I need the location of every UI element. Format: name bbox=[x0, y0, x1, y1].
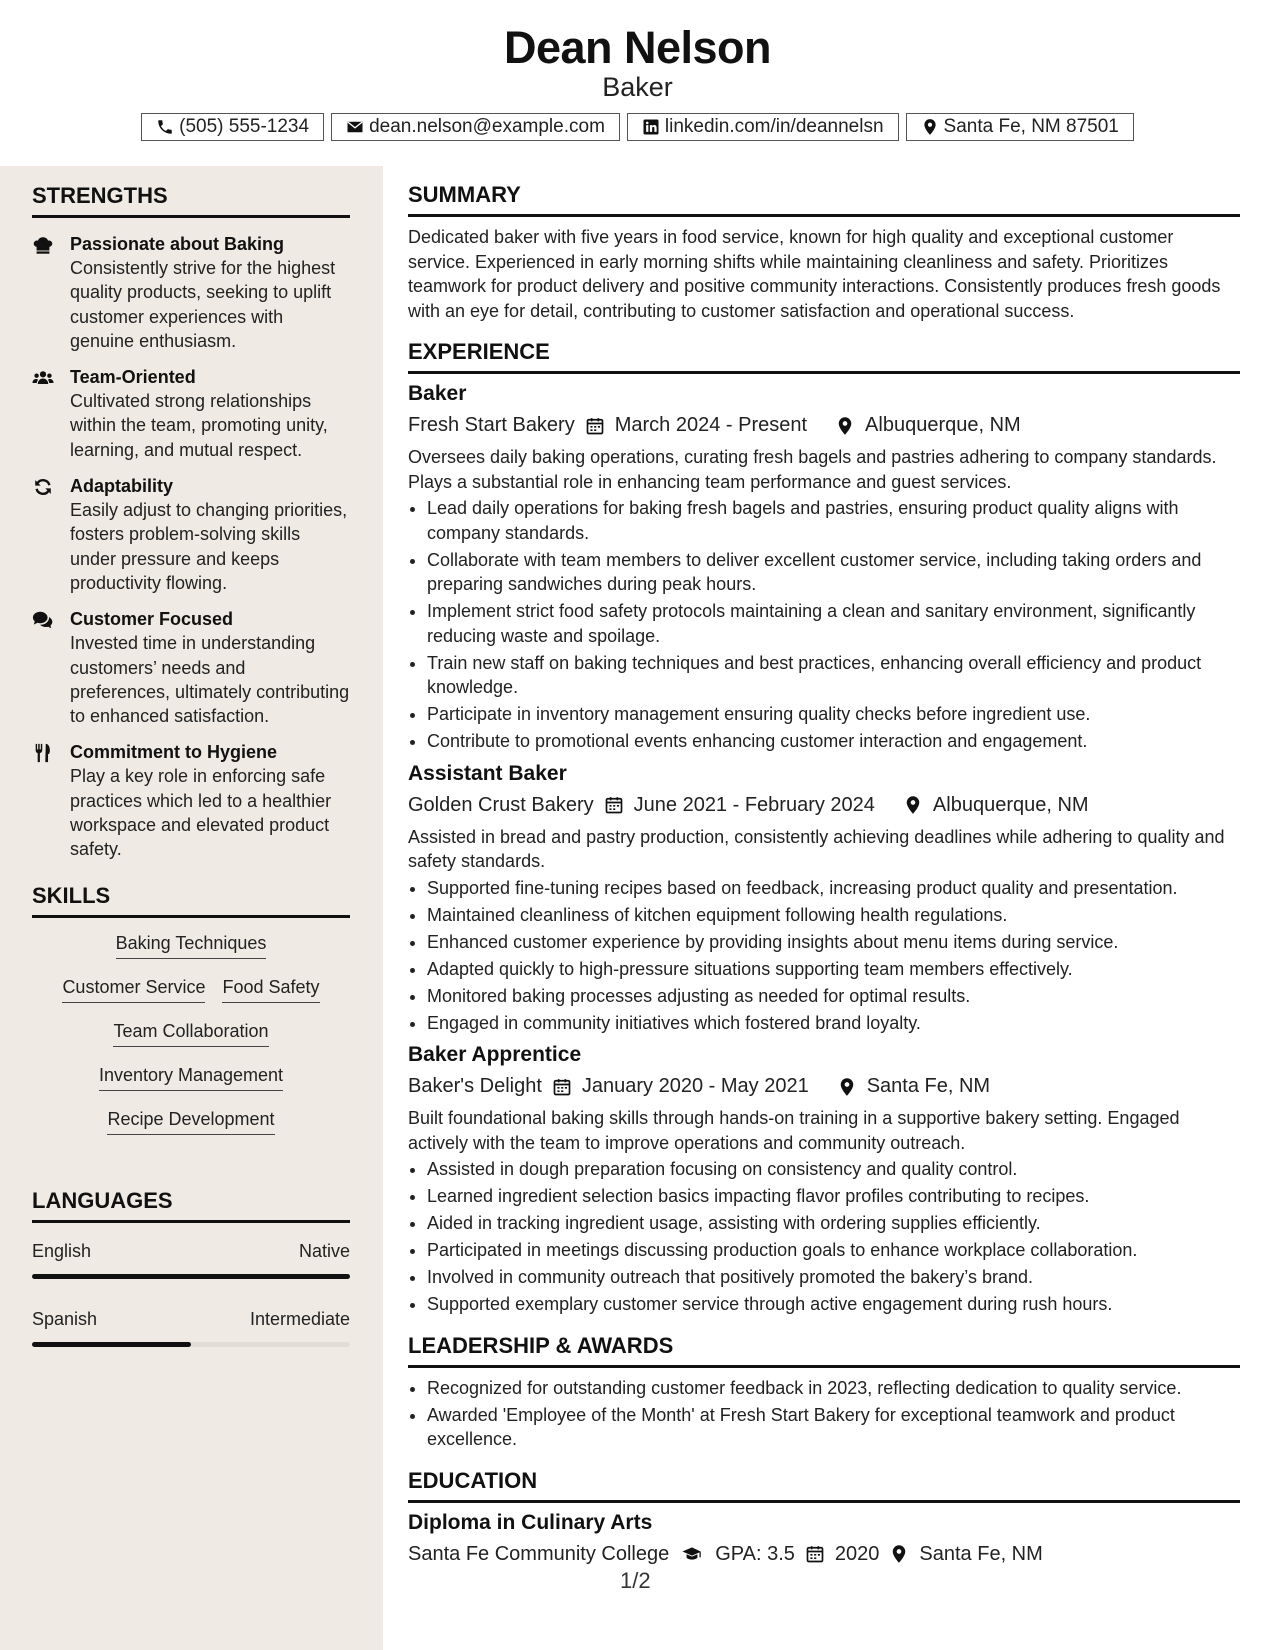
strength-desc: Easily adjust to changing priorities, fosters problem-solving skills under pressure and keeps productivity flowing. bbox=[70, 500, 348, 593]
strengths-section bbox=[32, 183, 350, 874]
strength-title: Commitment to Hygiene bbox=[70, 742, 278, 763]
job-bullets bbox=[408, 1157, 1240, 1317]
summary-text: Dedicated baker with five years in food service, known for high quality and exceptional customer service. Experienced in early morning shifts while maintaining cleanliness and safety. Prioritizes teamwork for product delivery and positive community interactions. Consistently produces fresh goods with an eye for detail, contributing to customer satisfaction and operational success. bbox=[408, 227, 1221, 321]
skills-list bbox=[32, 932, 350, 1135]
job-dates: March 2024 - Present bbox=[614, 414, 808, 436]
contact-email[interactable] bbox=[331, 113, 620, 141]
job-location: Albuquerque, NM bbox=[865, 414, 1021, 436]
job-bullet: • Collaborate with team members to deliver excellent customer service, including taking orders and preparing sandwiches during peak hours. bbox=[427, 548, 1240, 597]
job-bullet: • Enhanced customer experience by providing insights about menu items during service. bbox=[427, 930, 1240, 955]
language-proficiency-fill bbox=[32, 1274, 350, 1279]
map-pin-icon bbox=[837, 1077, 857, 1097]
job-meta bbox=[408, 414, 1240, 437]
skill-tag: Baking Techniques bbox=[116, 932, 267, 959]
job-description: Built foundational baking skills through hands-on training in a supportive bakery setting. Engaged actively with the team to improve operations and community outreach. bbox=[408, 1108, 1180, 1153]
strength-title: Adaptability bbox=[70, 476, 174, 497]
award-item: • Recognized for outstanding customer feedback in 2023, reflecting dedication to quality service. bbox=[427, 1376, 1240, 1401]
skill-tag: Team Collaboration bbox=[113, 1020, 268, 1047]
job-bullets bbox=[408, 876, 1240, 1036]
job-bullet: • Participated in meetings discussing production goals to enhance workplace collaboration. bbox=[427, 1238, 1240, 1263]
chef-hat-icon bbox=[32, 234, 54, 256]
language-item bbox=[32, 1309, 350, 1347]
strength-desc: Invested time in understanding customers’ needs and preferences, ultimately contributing to enhanced satisfaction. bbox=[70, 633, 350, 727]
job-entry bbox=[408, 1043, 1240, 1317]
job-meta bbox=[408, 794, 1240, 817]
job-bullet: • Lead daily operations for baking fresh bagels and pastries, ensuring product quality aligns with company standards. bbox=[427, 496, 1240, 545]
award-item: • Awarded 'Employee of the Month' at Fresh Start Bakery for exceptional teamwork and product excellence. bbox=[427, 1403, 1240, 1452]
strength-item bbox=[32, 607, 350, 728]
map-pin-icon bbox=[903, 795, 923, 815]
graduation-cap-icon bbox=[679, 1544, 705, 1564]
language-proficiency-bar bbox=[32, 1274, 350, 1279]
languages-section bbox=[32, 1188, 350, 1347]
job-bullet: • Implement strict food safety protocols maintaining a clean and sanitary environment, significantly reducing waste and spoilage. bbox=[427, 599, 1240, 648]
graduation-year: 2020 bbox=[834, 1542, 880, 1565]
map-pin-icon bbox=[835, 416, 855, 436]
job-bullet: • Engaged in community initiatives which fostered brand loyalty. bbox=[427, 1011, 1240, 1036]
contact-location[interactable] bbox=[906, 113, 1134, 141]
skill-tag: Recipe Development bbox=[107, 1108, 274, 1135]
languages-heading: LANGUAGES bbox=[32, 1188, 350, 1223]
job-entry bbox=[408, 382, 1240, 754]
comments-icon bbox=[32, 609, 54, 631]
job-location: Albuquerque, NM bbox=[932, 793, 1089, 816]
language-proficiency-bar bbox=[32, 1342, 350, 1347]
summary-heading: SUMMARY bbox=[408, 182, 1240, 217]
users-icon bbox=[32, 367, 54, 389]
job-title: Assistant Baker bbox=[408, 761, 567, 785]
envelope-icon bbox=[346, 118, 364, 136]
job-bullet: • Learned ingredient selection basics impacting flavor profiles contributing to recipes. bbox=[427, 1184, 1240, 1209]
strength-item bbox=[32, 740, 350, 861]
linkedin-icon bbox=[642, 118, 660, 136]
strength-desc: Cultivated strong relationships within the team, promoting unity, learning, and mutual respect. bbox=[70, 391, 328, 460]
strength-title: Customer Focused bbox=[70, 609, 234, 630]
job-bullet: • Maintained cleanliness of kitchen equipment following health regulations. bbox=[427, 903, 1240, 928]
language-item bbox=[32, 1241, 350, 1279]
degree-title: Diploma in Culinary Arts bbox=[408, 1510, 653, 1534]
job-location: Santa Fe, NM bbox=[866, 1075, 991, 1097]
language-level: Intermediate bbox=[249, 1309, 350, 1329]
job-dates: January 2020 - May 2021 bbox=[581, 1075, 809, 1097]
sync-icon bbox=[32, 476, 54, 498]
resume-header bbox=[0, 0, 1275, 166]
strength-item bbox=[32, 365, 350, 462]
strength-title: Passionate about Baking bbox=[70, 234, 285, 254]
job-bullets bbox=[408, 496, 1240, 754]
language-name: English bbox=[32, 1241, 92, 1261]
strengths-heading: STRENGTHS bbox=[32, 183, 350, 218]
school-name: Santa Fe Community College bbox=[408, 1542, 670, 1565]
contact-bar bbox=[0, 113, 1275, 141]
calendar-icon bbox=[604, 795, 624, 815]
job-title-headline: Baker bbox=[602, 72, 673, 102]
phone-text: (505) 555-1234 bbox=[179, 116, 310, 137]
job-dates: June 2021 - February 2024 bbox=[633, 793, 875, 816]
candidate-name: Dean Nelson bbox=[503, 22, 772, 73]
phone-icon bbox=[156, 118, 174, 136]
language-name: Spanish bbox=[32, 1309, 98, 1329]
job-bullet: • Adapted quickly to high-pressure situations supporting team members effectively. bbox=[427, 957, 1240, 982]
skill-tag: Customer Service bbox=[62, 976, 205, 1003]
skills-heading: SKILLS bbox=[32, 883, 350, 918]
job-bullet: • Aided in tracking ingredient usage, assisting with ordering supplies efficiently. bbox=[427, 1211, 1240, 1236]
contact-linkedin[interactable] bbox=[627, 113, 899, 141]
job-description: Oversees daily baking operations, curating fresh bagels and pastries adhering to company standards. Plays a substantial role in enhancing team performance and guest services. bbox=[408, 447, 1217, 492]
language-proficiency-fill bbox=[32, 1342, 191, 1347]
gpa-text: GPA: 3.5 bbox=[715, 1542, 795, 1565]
skill-tag: Inventory Management bbox=[99, 1064, 283, 1091]
job-title: Baker bbox=[408, 382, 467, 405]
job-description: Assisted in bread and pastry production, consistently achieving deadlines while adhering to quality and safety standards. bbox=[408, 826, 1225, 871]
job-bullet: • Train new staff on baking techniques and best practices, enhancing overall efficiency and product knowledge. bbox=[427, 651, 1240, 700]
sidebar bbox=[0, 166, 383, 1650]
job-entry bbox=[408, 762, 1240, 1036]
strength-title: Team-Oriented bbox=[70, 367, 196, 388]
strength-desc: Consistently strive for the highest quality products, seeking to uplift customer experiences with genuine enthusiasm. bbox=[70, 258, 336, 351]
calendar-icon bbox=[552, 1077, 572, 1097]
strength-item bbox=[32, 232, 350, 353]
job-bullet: • Participate in inventory management ensuring quality checks before ingredient use. bbox=[427, 702, 1240, 727]
strength-desc: Play a key role in enforcing safe practices which led to a healthier workspace and elevated product safety. bbox=[70, 766, 332, 860]
company-name: Fresh Start Bakery bbox=[408, 414, 575, 436]
job-bullet: • Supported fine-tuning recipes based on feedback, increasing product quality and presentation. bbox=[427, 876, 1240, 901]
skill-tag: Food Safety bbox=[222, 976, 319, 1003]
utensils-icon bbox=[32, 742, 54, 764]
job-bullet: • Involved in community outreach that positively promoted the bakery’s brand. bbox=[427, 1265, 1240, 1290]
job-bullet: • Monitored baking processes adjusting as needed for optimal results. bbox=[427, 984, 1240, 1009]
education-location: Santa Fe, NM bbox=[919, 1542, 1043, 1565]
education-heading: EDUCATION bbox=[408, 1468, 1240, 1503]
calendar-icon bbox=[585, 416, 605, 436]
awards-list bbox=[408, 1376, 1240, 1452]
page-number: 1/2 bbox=[620, 1568, 651, 1593]
company-name: Baker's Delight bbox=[408, 1075, 542, 1097]
job-bullet: • Contribute to promotional events enhancing customer interaction and engagement. bbox=[427, 729, 1240, 754]
job-bullet: • Supported exemplary customer service through active engagement during rush hours. bbox=[427, 1292, 1240, 1317]
location-text: Santa Fe, NM 87501 bbox=[943, 116, 1119, 137]
strength-item bbox=[32, 474, 350, 595]
contact-phone[interactable] bbox=[141, 113, 324, 141]
experience-heading: EXPERIENCE bbox=[408, 339, 1240, 374]
job-bullet: • Assisted in dough preparation focusing on consistency and quality control. bbox=[427, 1157, 1240, 1182]
linkedin-text: linkedin.com/in/deannelsn bbox=[664, 116, 884, 137]
map-pin-icon bbox=[921, 118, 939, 136]
calendar-icon bbox=[805, 1544, 825, 1564]
language-level: Native bbox=[298, 1241, 350, 1261]
map-pin-icon bbox=[889, 1544, 909, 1564]
skills-section bbox=[32, 883, 350, 1152]
job-title: Baker Apprentice bbox=[408, 1043, 582, 1066]
company-name: Golden Crust Bakery bbox=[408, 793, 594, 816]
job-meta bbox=[408, 1075, 1240, 1098]
awards-heading: LEADERSHIP & AWARDS bbox=[408, 1333, 1240, 1368]
education-meta bbox=[408, 1543, 1240, 1566]
email-text: dean.nelson@example.com bbox=[369, 116, 605, 137]
main-content bbox=[408, 166, 1240, 1566]
